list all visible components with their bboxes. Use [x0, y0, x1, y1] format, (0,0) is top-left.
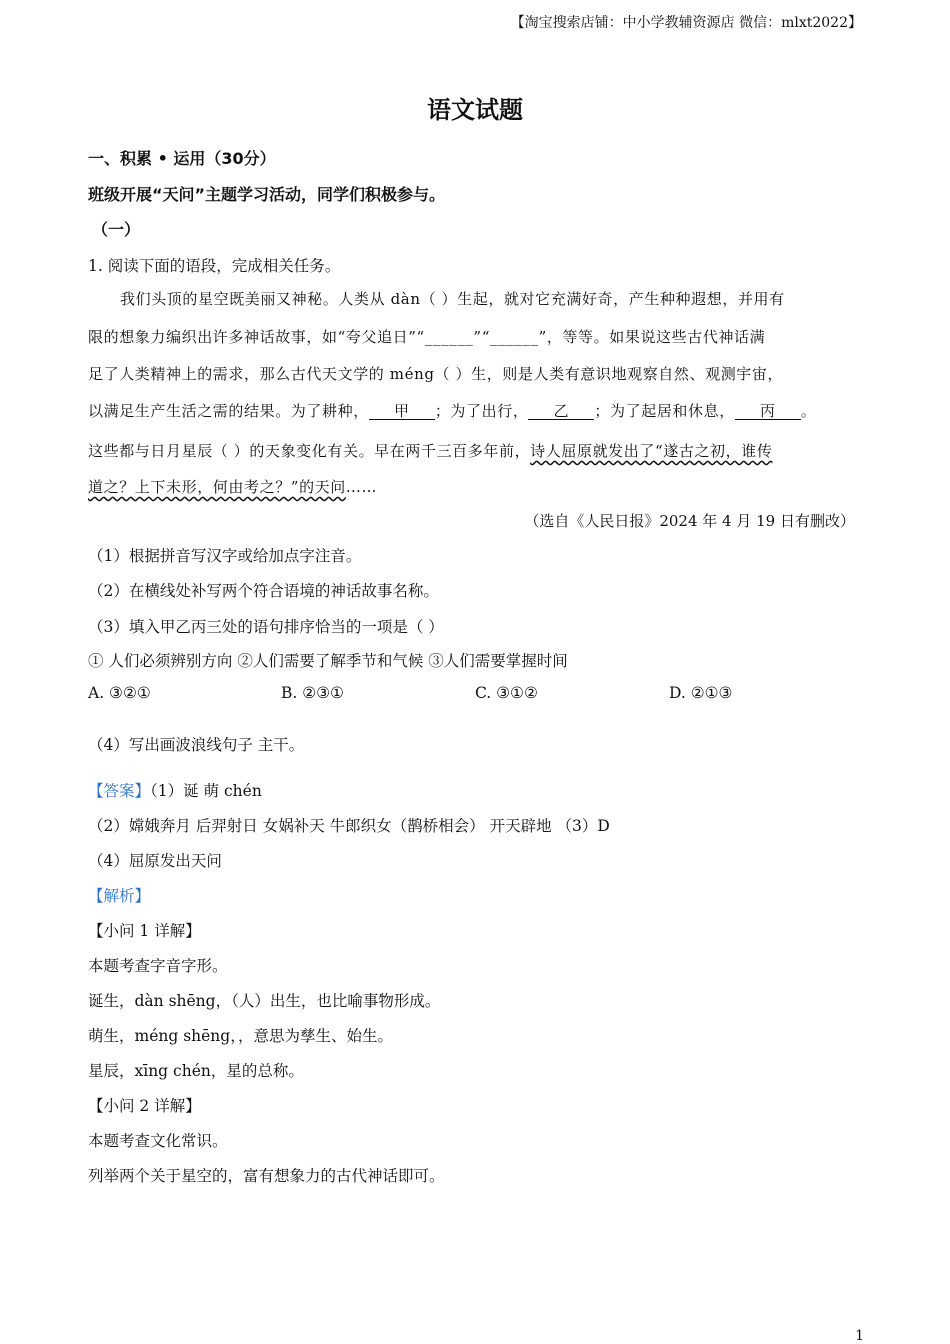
detail-1-text: 星辰，xīng chén，星的总称。 — [88, 1062, 304, 1080]
choice-d: D. ②①③ — [669, 684, 733, 702]
passage-text: 这些都与日月星辰（ ）的天象变化有关。早在两千三百多年前， — [88, 442, 531, 460]
section-heading: 一、积累 • 运用（30分） — [88, 149, 276, 168]
detail-2-text: 列举两个关于星空的，富有想象力的古代神话即可。 — [88, 1167, 445, 1185]
myth-blank-1: ______ — [424, 328, 474, 346]
passage-text: ；为了出行， — [434, 402, 529, 420]
wavy-sentence: 道之？上下未形，何由考之？”的天问 — [88, 478, 346, 496]
passage-text: …… — [345, 478, 378, 496]
sub-question-3: （3）填入甲乙丙三处的语句排序恰当的一项是（ ） — [88, 618, 444, 636]
answer-tag: 【答案】 — [88, 782, 151, 800]
choice-a: A. ③②① — [88, 684, 151, 702]
page-title: 语文试题 — [427, 96, 523, 124]
answer-line-2: （2）嫦娥奔月 后羿射日 女娲补天 牛郎织女（鹊桥相会） 开天辟地 （3）D — [88, 817, 610, 835]
passage-text: 以满足生产生活之需的结果。为了耕种， — [88, 402, 369, 420]
passage-text: ；为了起居和休息， — [594, 402, 735, 420]
choice-b: B. ②③① — [281, 684, 344, 702]
detail-2-heading: 【小问 2 详解】 — [88, 1097, 201, 1115]
answer-line-3: （4）屈原发出天问 — [88, 852, 222, 870]
passage-line-1: 我们头顶的星空既美丽又神秘。人类从 dàn（ ）生起，就对它充满好奇，产生种种遐想，并用有 — [120, 290, 785, 308]
part-heading: （一） — [92, 220, 141, 239]
choice-c: C. ③①② — [475, 684, 538, 702]
question-1: 1. 阅读下面的语段，完成相关任务。 — [88, 257, 341, 275]
myth-blank-2: ______ — [489, 328, 539, 346]
detail-1-heading: 【小问 1 详解】 — [88, 922, 201, 940]
sub-question-4: （4）写出画波浪线句子 主干。 — [88, 736, 305, 754]
page-number: 1 — [855, 1328, 864, 1344]
passage-line-5 — [88, 440, 772, 461]
passage-line-2 — [88, 326, 765, 347]
detail-1-text: 萌生，méng shēng，，意思为孳生、始生。 — [88, 1027, 393, 1045]
source-citation: （选自《人民日报》2024 年 4 月 19 日有删改） — [524, 512, 855, 530]
wavy-sentence: 诗人屈原就发出了“遂古之初，谁传 — [530, 442, 773, 460]
sub-question-2: （2）在横线处补写两个符合语境的神话故事名称。 — [88, 582, 439, 600]
blank-bing: 丙 — [735, 403, 801, 420]
passage-text: 。 — [800, 402, 817, 420]
passage-text: ”，等等。如果说这些古代神话满 — [538, 328, 766, 346]
detail-2-text: 本题考查文化常识。 — [88, 1132, 228, 1150]
activity-intro: 班级开展“天问”主题学习活动，同学们积极参与。 — [88, 185, 446, 204]
answer-text: （1）诞 萌 chén — [150, 782, 262, 800]
analysis-tag: 【解析】 — [88, 887, 151, 905]
answer-line-1 — [88, 779, 262, 801]
header-note: 【淘宝搜索店铺：中小学教辅资源店 微信：mlxt2022】 — [510, 15, 862, 31]
sub-question-1: （1）根据拼音写汉字或给加点字注音。 — [88, 547, 362, 565]
detail-1-text: 诞生，dàn shēng，（人）出生，也比喻事物形成。 — [88, 992, 441, 1010]
passage-line-3: 足了人类精神上的需求，那么古代天文学的 méng（ ）生，则是人类有意识地观察自然、观测宇宙， — [88, 365, 784, 383]
sentence-options: ① 人们必须辨别方向 ②人们需要了解季节和气候 ③人们需要掌握时间 — [88, 652, 568, 670]
blank-jia: 甲 — [369, 403, 435, 420]
passage-line-6 — [88, 476, 377, 497]
passage-text: 限的想象力编织出许多神话故事，如“夸父追日”“ — [88, 328, 425, 346]
blank-yi: 乙 — [528, 403, 594, 420]
passage-line-4 — [88, 400, 816, 421]
detail-1-text: 本题考查字音字形。 — [88, 957, 228, 975]
passage-text: ”“ — [473, 328, 490, 346]
